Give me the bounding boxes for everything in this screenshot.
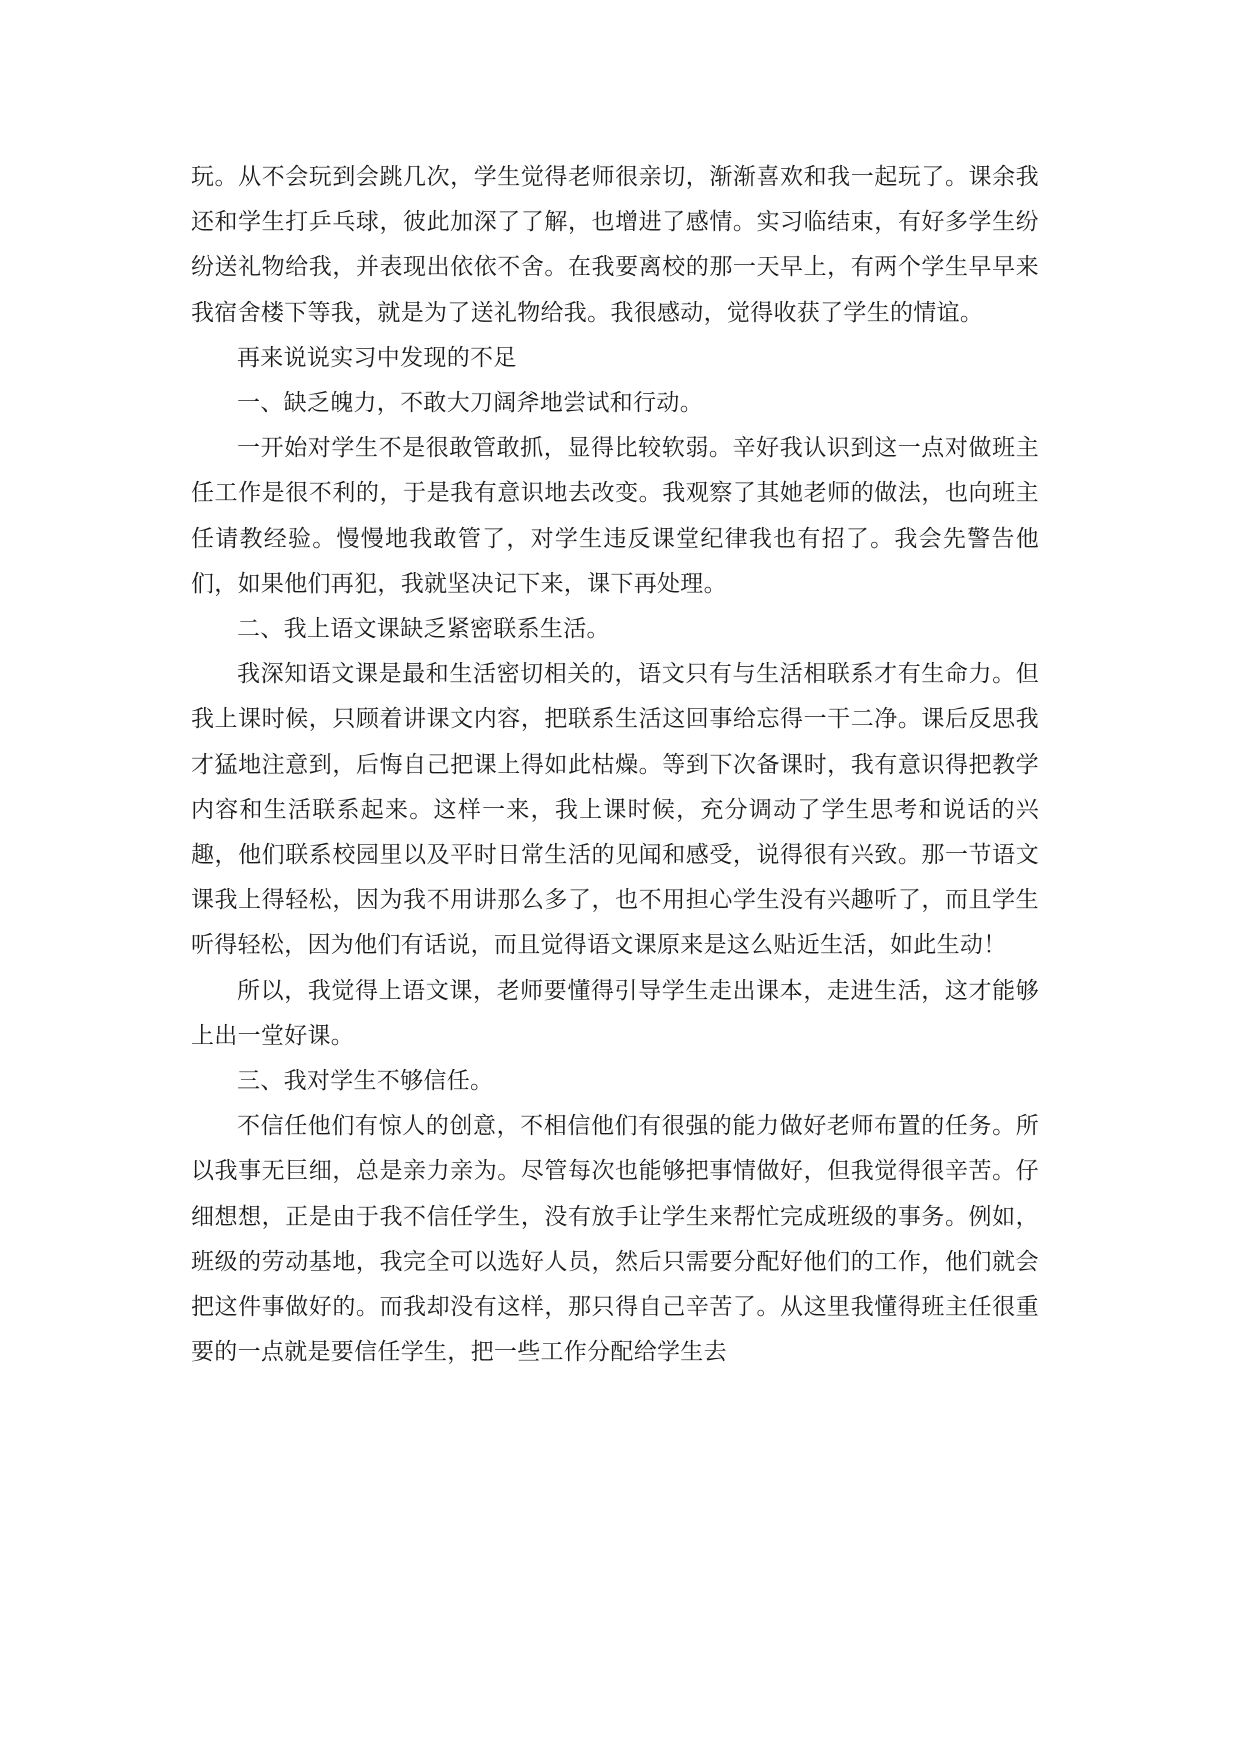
section-intro-heading: 再来说说实习中发现的不足: [237, 344, 517, 371]
document-body: [191, 155, 1039, 1375]
heading-point-1: 一、缺乏魄力，不敢大刀阔斧地尝试和行动。: [237, 390, 703, 417]
paragraph-continued: 玩。从不会玩到会跳几次，学生觉得老师很亲切，渐渐喜欢和我一起玩了。课余我还和学生打乒乓球，彼此加深了了解，也增进了感情。实习临结束，有好多学生纷纷送礼物给我，并表现出依依不舍。在我要离校的那一天早上，有两个学生早早来我宿舍楼下等我，就是为了送礼物给我。我很感动，觉得收获了学生的情谊。: [191, 164, 1039, 326]
paragraph-point-2: 我深知语文课是最和生活密切相关的，语文只有与生活相联系才有生命力。但我上课时候，只顾着讲课文内容，把联系生活这回事给忘得一干二净。课后反思我才猛地注意到，后悔自己把课上得如此枯燥。等到下次备课时，我有意识得把教学内容和生活联系起来。这样一来，我上课时候，充分调动了学生思考和说话的兴趣，他们联系校园里以及平时日常生活的见闻和感受，说得很有兴致。那一节语文课我上得轻松，因为我不用讲那么多了，也不用担心学生没有兴趣听了，而且学生听得轻松，因为他们有话说，而且觉得语文课原来是这么贴近生活，如此生动！: [191, 661, 1039, 959]
paragraph-point-1: 一开始对学生不是很敢管敢抓，显得比较软弱。辛好我认识到这一点对做班主任工作是很不利的，于是我有意识地去改变。我观察了其她老师的做法，也向班主任请教经验。慢慢地我敢管了，对学生违反课堂纪律我也有招了。我会先警告他们，如果他们再犯，我就坚决记下来，课下再处理。: [191, 435, 1039, 597]
paragraph-point-3: 不信任他们有惊人的创意，不相信他们有很强的能力做好老师布置的任务。所以我事无巨细，总是亲力亲为。尽管每次也能够把事情做好，但我觉得很辛苦。仔细想想，正是由于我不信任学生，没有放手让学生来帮忙完成班级的事务。例如，班级的劳动基地，我完全可以选好人员，然后只需要分配好他们的工作，他们就会把这件事做好的。而我却没有这样，那只得自己辛苦了。从这里我懂得班主任很重要的一点就是要信任学生，把一些工作分配给学生去: [191, 1113, 1039, 1366]
heading-point-2: 二、我上语文课缺乏紧密联系生活。: [237, 616, 610, 643]
heading-point-3: 三、我对学生不够信任。: [237, 1068, 494, 1095]
paragraph-point-2-conclusion: 所以，我觉得上语文课，老师要懂得引导学生走出课本，走进生活，这才能够上出一堂好课。: [191, 977, 1039, 1049]
